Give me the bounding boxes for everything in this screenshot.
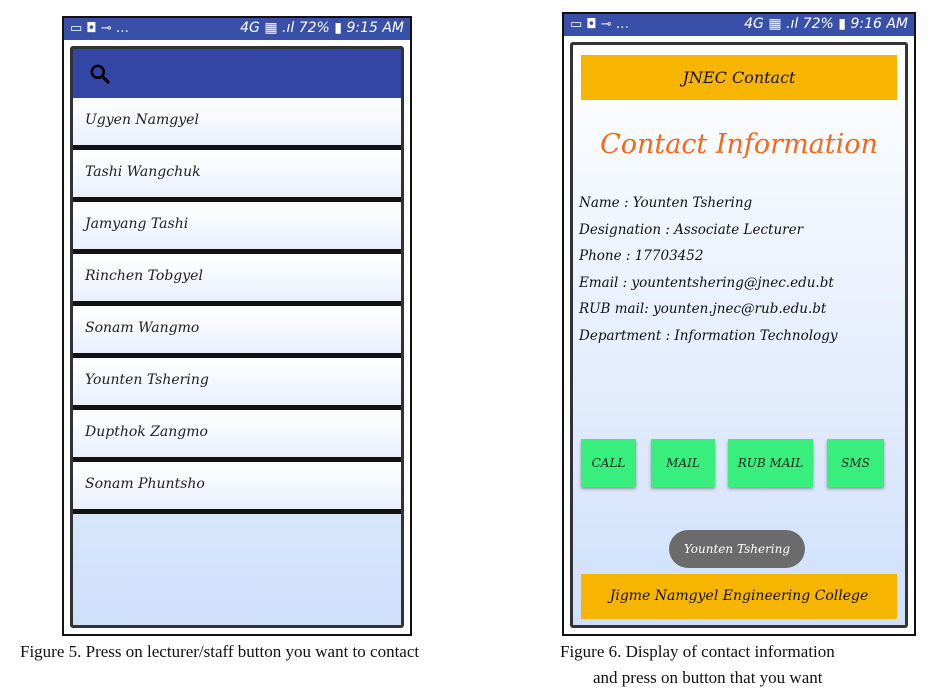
contact-info (579, 195, 899, 354)
rub-mail-button[interactable]: RUB MAIL (728, 439, 813, 487)
search-bar[interactable] (73, 49, 401, 98)
battery-level: 72% (298, 20, 330, 36)
battery-icon: ▮ (838, 16, 846, 32)
name-line: Name : Younten Tshering (579, 195, 753, 211)
contact-name: Ugyen Namgyel (85, 112, 199, 128)
email-line: Email : yountentshering@jnec.edu.bt (579, 274, 834, 291)
search-icon[interactable] (87, 61, 113, 87)
department-line: Department : Information Technology (579, 327, 838, 344)
toast-message: Younten Tshering (669, 530, 805, 568)
list-item[interactable] (73, 150, 401, 202)
status-bar (64, 18, 410, 40)
contact-name: Younten Tshering (85, 372, 209, 388)
list-item[interactable] (73, 254, 401, 306)
clock: 9:16 AM (850, 16, 908, 32)
notification-icons: ▭ ◘ ⊸ … (70, 21, 129, 36)
list-screen (70, 46, 404, 628)
contact-list-phone (62, 16, 412, 636)
footer-bar: Jigme Namgyel Engineering College (581, 574, 897, 619)
contact-name: Tashi Wangchuk (85, 164, 201, 180)
rub-mail-line: RUB mail: younten.jnec@rub.edu.bt (579, 301, 827, 317)
phone-line: Phone : 17703452 (579, 248, 704, 264)
list-item[interactable] (73, 306, 401, 358)
notification-icons: ▭ ◘ ⊸ … (570, 17, 629, 32)
figure6-caption-line2: and press on button that you want (593, 668, 823, 687)
sms-button[interactable]: SMS (827, 439, 884, 487)
list-item[interactable] (73, 462, 401, 514)
call-button[interactable]: CALL (581, 439, 636, 487)
contact-detail-phone (562, 12, 916, 636)
mail-button[interactable]: MAIL (651, 439, 715, 487)
designation-line: Designation : Associate Lecturer (579, 221, 804, 238)
contact-name: Dupthok Zangmo (85, 424, 208, 440)
contact-list (73, 98, 401, 514)
network-icon: 4G (240, 20, 260, 36)
detail-screen (570, 42, 908, 628)
figure5-caption: Figure 5. Press on lecturer/staff button you want to contact (20, 642, 420, 661)
contact-name: Sonam Wangmo (85, 320, 200, 336)
contact-name: Rinchen Tobgyel (85, 268, 203, 284)
list-item[interactable] (73, 410, 401, 462)
app-title-bar: JNEC Contact (581, 55, 897, 100)
action-buttons (581, 439, 897, 487)
network-icon: 4G (744, 16, 764, 32)
signal-icon: ▦ .ıl (264, 20, 295, 36)
status-bar (564, 14, 914, 36)
signal-icon: ▦ .ıl (768, 16, 799, 32)
figure6-caption-line1: Figure 6. Display of contact information (560, 642, 835, 661)
list-item[interactable] (73, 98, 401, 150)
battery-icon: ▮ (334, 20, 342, 36)
list-item[interactable] (73, 358, 401, 410)
page-title: Contact Information (600, 129, 878, 160)
list-item[interactable] (73, 202, 401, 254)
contact-name: Jamyang Tashi (85, 216, 189, 232)
battery-level: 72% (802, 16, 834, 32)
clock: 9:15 AM (346, 20, 404, 36)
contact-name: Sonam Phuntsho (85, 476, 205, 492)
